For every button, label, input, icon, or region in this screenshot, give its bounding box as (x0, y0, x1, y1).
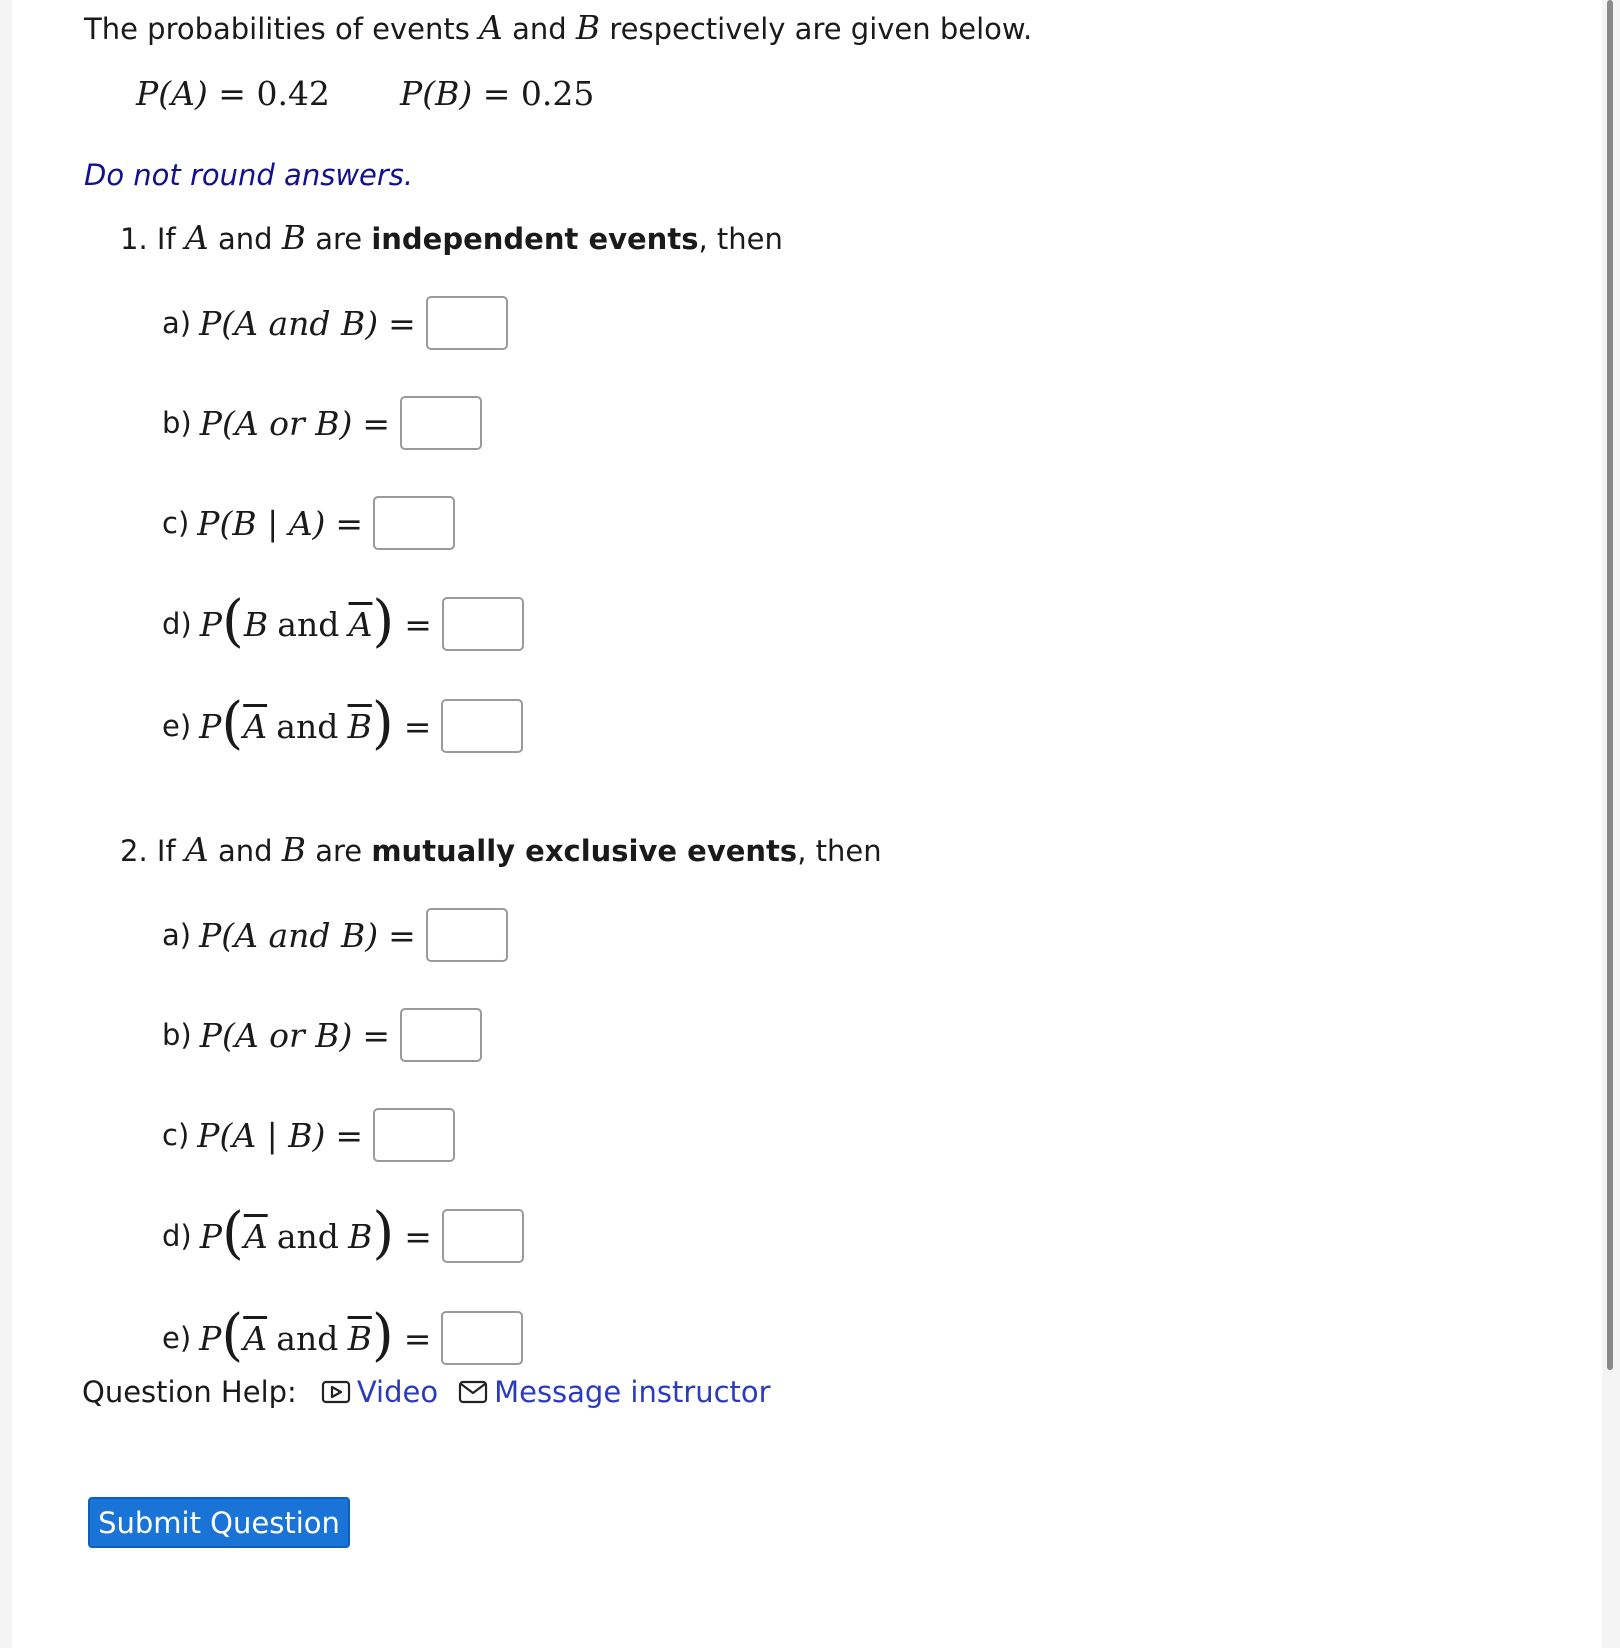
video-icon (321, 1379, 351, 1405)
q1-part-e: e) P ( $\overline{A}$ and $\overline{B}$ ) = (162, 698, 523, 754)
q2-part-a: a) P(A and B) = (162, 908, 508, 962)
q1e-answer-input[interactable] (441, 699, 523, 753)
q1-heading: 1. If A and B are independent events, then (120, 218, 783, 257)
video-link[interactable]: Video (321, 1375, 438, 1409)
close-paren: ) (372, 589, 395, 654)
question-page (12, 0, 1602, 1648)
open-paren: ( (221, 1303, 244, 1368)
intro-text: The probabilities of events A and B respectively are given below. (84, 8, 1033, 47)
q2c-answer-input[interactable] (373, 1108, 455, 1162)
q2-part-c: c) P(A | B) = (162, 1108, 455, 1162)
close-paren: ) (371, 1303, 394, 1368)
q2a-answer-input[interactable] (426, 908, 508, 962)
open-paren: ( (221, 691, 244, 756)
question-help (82, 1375, 771, 1409)
q1-part-c: c) P(B | A) = (162, 496, 455, 550)
q1d-answer-input[interactable] (442, 597, 524, 651)
message-instructor-link[interactable]: Message instructor (458, 1375, 771, 1409)
close-paren: ) (371, 691, 394, 756)
envelope-icon (458, 1379, 488, 1405)
given-pb: P(B) = 0.25 (400, 74, 595, 113)
open-paren: ( (221, 1201, 244, 1266)
q1-part-b: b) P(A or B) = (162, 396, 482, 450)
q2-heading: 2. If A and B are mutually exclusive events, then (120, 830, 882, 869)
q2-part-b: b) P(A or B) = (162, 1008, 482, 1062)
q1a-answer-input[interactable] (426, 296, 508, 350)
rounding-note: Do not round answers. (84, 158, 414, 192)
submit-question-button[interactable]: Submit Question (88, 1497, 350, 1548)
open-paren: ( (221, 589, 244, 654)
q1b-answer-input[interactable] (400, 396, 482, 450)
q1c-answer-input[interactable] (373, 496, 455, 550)
q1-part-a: a) P(A and B) = (162, 296, 508, 350)
close-paren: ) (372, 1201, 395, 1266)
q1-part-d: d) P ( B and $\overline{A}$ ) = (162, 596, 524, 652)
q2-part-e: e) P ( $\overline{A}$ and $\overline{B}$ ) = (162, 1310, 523, 1366)
q2d-answer-input[interactable] (442, 1209, 524, 1263)
page-scrollbar[interactable] (1607, 0, 1613, 1370)
q2b-answer-input[interactable] (400, 1008, 482, 1062)
question-help-label: Question Help: (82, 1375, 297, 1409)
given-pa: P(A) = 0.42 (136, 74, 330, 113)
q2e-answer-input[interactable] (441, 1311, 523, 1365)
q2-part-d: d) P ( $\overline{A}$ and B ) = (162, 1208, 524, 1264)
